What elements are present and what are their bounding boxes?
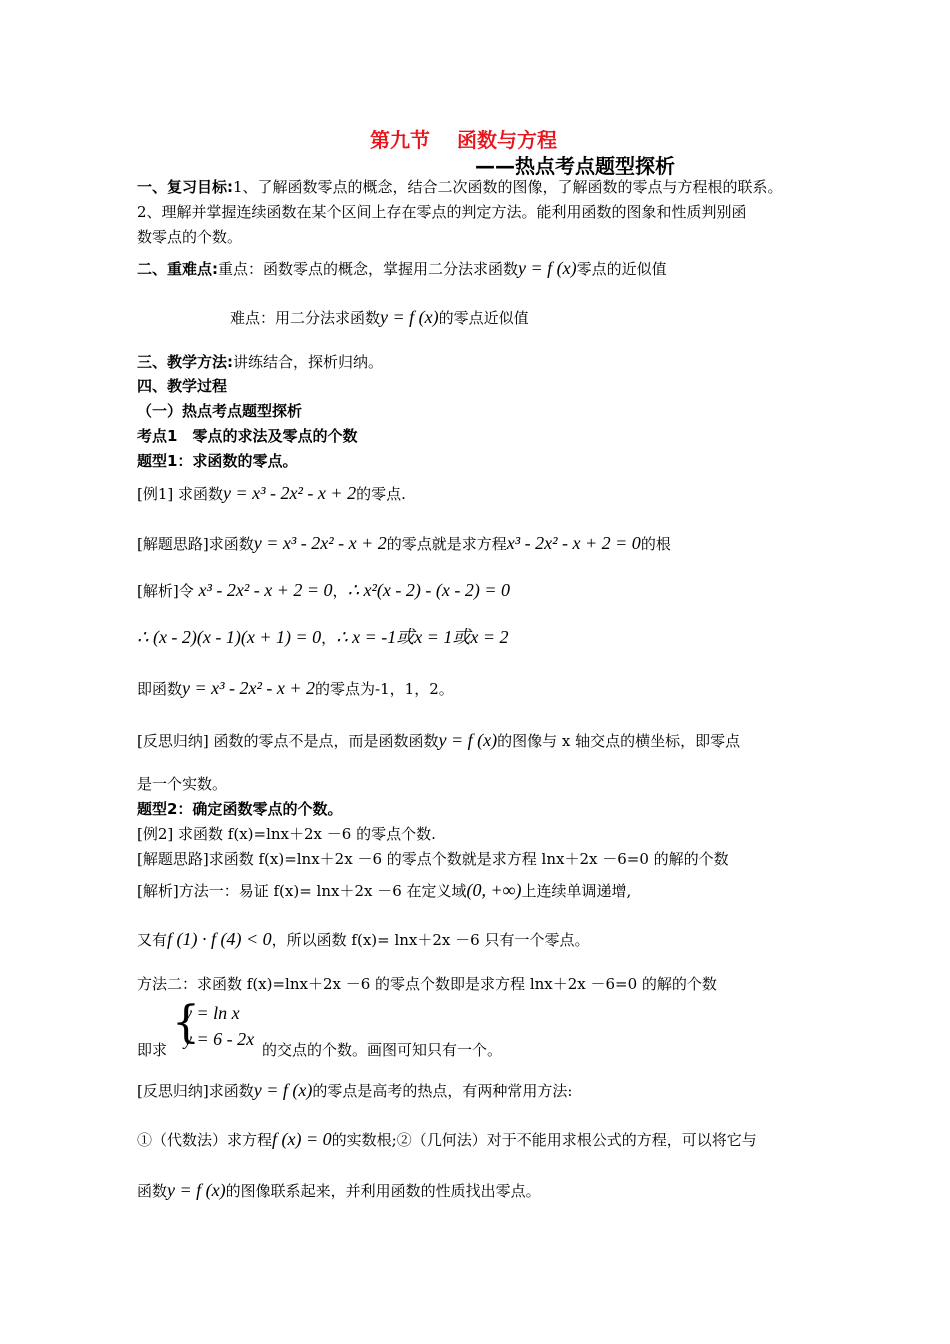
key-point-tail: 零点的近似值 xyxy=(576,260,667,278)
method-heading: 三、教学方法: xyxy=(137,353,233,371)
method-1-tail: 上连续单调递增, xyxy=(521,882,632,900)
formula: y = f (x) xyxy=(380,307,439,327)
formula: ∴ x²(x - 2) - (x - 2) = 0 xyxy=(347,580,510,600)
objective-line-1 xyxy=(137,177,783,197)
reflection-text: 的零点是高考的热点，有两种常用方法: xyxy=(312,1082,573,1100)
key-points-line xyxy=(137,258,667,279)
key-points-heading: 二、重难点: xyxy=(137,260,218,278)
objective-line-3: 数零点的个数。 xyxy=(137,228,243,246)
system-equation-1: y = ln x xyxy=(184,1003,240,1023)
reflection-text: 的图像与 x 轴交点的横坐标，即零点 xyxy=(497,732,741,750)
formula: y = x³ - 2x² - x + 2 xyxy=(253,533,387,553)
objective-text: 1、了解函数零点的概念，结合二次函数的图像，了解函数的零点与方程根的联系。 xyxy=(233,178,783,196)
formula: f (1) · f (4) < 0 xyxy=(167,929,272,949)
reflection-2 xyxy=(137,1080,572,1101)
example-2-method-2: 方法二：求函数 f(x)=lnx＋2x －6 的零点个数即是求方程 lnx＋2x －6=0 的解的个数 xyxy=(137,975,717,993)
formula: x³ - 2x² - x + 2 = 0 xyxy=(506,533,641,553)
cont-label: 函数 xyxy=(137,1182,168,1200)
process-heading: 四、教学过程 xyxy=(137,377,228,395)
example-tail: 的零点. xyxy=(356,485,406,503)
reflection-label: [反思归纳]求函数 xyxy=(137,1082,254,1100)
example-2-approach: [解题思路]求函数 f(x)=lnx＋2x －6 的零点个数就是求方程 lnx＋2x －6=0 的解的个数 xyxy=(137,850,729,868)
example-1-solution xyxy=(137,580,510,601)
separator: ， xyxy=(332,582,348,600)
formula: y = x³ - 2x² - x + 2 xyxy=(182,678,316,698)
answer-label: 即函数 xyxy=(137,680,183,698)
question-type-2-heading: 题型2：确定函数零点的个数。 xyxy=(137,800,343,818)
reflection-1 xyxy=(137,730,740,751)
formula: y = f (x) xyxy=(518,258,577,278)
formula: ∴ (x - 2)(x - 1)(x + 1) = 0 xyxy=(137,627,322,647)
solution-label: [解析]令 xyxy=(137,582,194,600)
approach-tail: 的根 xyxy=(640,535,671,553)
reflection-label: [反思归纳] 函数的零点不是点，而是函数函数 xyxy=(137,732,439,750)
example-2-method-1 xyxy=(137,880,631,901)
difficulty-tail: 的零点近似值 xyxy=(438,309,529,327)
method-1-cont-label: 又有 xyxy=(137,931,168,949)
method-1-text: [解析]方法一：易证 f(x)= lnx＋2x －6 在定义域 xyxy=(137,882,467,900)
reflection-2-cont xyxy=(137,1180,541,1201)
example-2-method-1-cont xyxy=(137,929,589,950)
objective-line-2: 2、理解并掌握连续函数在某个区间上存在零点的判定方法。能利用函数的图象和性质判别函 xyxy=(137,203,747,221)
cont-text: 的图像联系起来，并利用函数的性质找出零点。 xyxy=(225,1182,541,1200)
difficulty-line xyxy=(230,307,529,328)
method-text: 讲练结合，探析归纳。 xyxy=(233,353,384,371)
example-1-answer xyxy=(137,678,454,699)
difficulty-text: 难点：用二分法求函数 xyxy=(230,309,381,327)
system-equation-2: y = 6 - 2x xyxy=(184,1029,255,1049)
method-1-conclusion: ，所以函数 f(x)= lnx＋2x －6 只有一个零点。 xyxy=(271,931,590,949)
answer-text: 的零点为-1，1，2。 xyxy=(315,680,454,698)
approach-label: [解题思路]求函数 xyxy=(137,535,254,553)
example-2: [例2] 求函数 f(x)=lnx＋2x －6 的零点个数. xyxy=(137,825,436,843)
question-type-1-heading: 题型1：求函数的零点。 xyxy=(137,452,298,470)
separator: ， xyxy=(321,629,337,647)
reflection-1-cont: 是一个实数。 xyxy=(137,775,228,793)
topic-heading: 考点1 零点的求法及零点的个数 xyxy=(137,427,358,445)
formula: y = f (x) xyxy=(253,1080,313,1100)
formula: ∴ x = -1或x = 1或x = 2 xyxy=(336,627,509,647)
method-geometric: 的实数根;②（几何法）对于不能用求根公式的方程，可以将它与 xyxy=(331,1131,757,1149)
key-point-text: 重点：函数零点的概念，掌握用二分法求函数 xyxy=(218,260,519,278)
example-label: [例1] 求函数 xyxy=(137,485,224,503)
subsection-heading: （一）热点考点题型探析 xyxy=(137,402,303,420)
approach-text: 的零点就是求方程 xyxy=(386,535,507,553)
system-conclusion: 的交点的个数。画图可知只有一个。 xyxy=(262,1041,503,1059)
system-intro: 即求 xyxy=(137,1041,168,1059)
system-brace: { xyxy=(172,997,200,1048)
formula: f (x) = 0 xyxy=(272,1129,332,1149)
method-line xyxy=(137,352,383,372)
formula: y = f (x) xyxy=(167,1180,226,1200)
formula: y = x³ - 2x² - x + 2 xyxy=(223,483,357,503)
objective-heading: 一、复习目标: xyxy=(137,178,233,196)
formula: (0, +∞) xyxy=(466,880,522,900)
method-algebraic: ①（代数法）求方程 xyxy=(137,1131,273,1149)
example-1 xyxy=(137,483,406,504)
formula: y = f (x) xyxy=(438,730,498,750)
formula: x³ - 2x² - x + 2 = 0 xyxy=(198,580,333,600)
example-1-factored xyxy=(137,627,509,648)
section-subtitle: ——热点考点题型探析 xyxy=(475,154,675,178)
example-1-approach xyxy=(137,533,671,554)
section-title: 第九节 函数与方程 xyxy=(370,128,557,152)
reflection-2-methods xyxy=(137,1129,757,1150)
